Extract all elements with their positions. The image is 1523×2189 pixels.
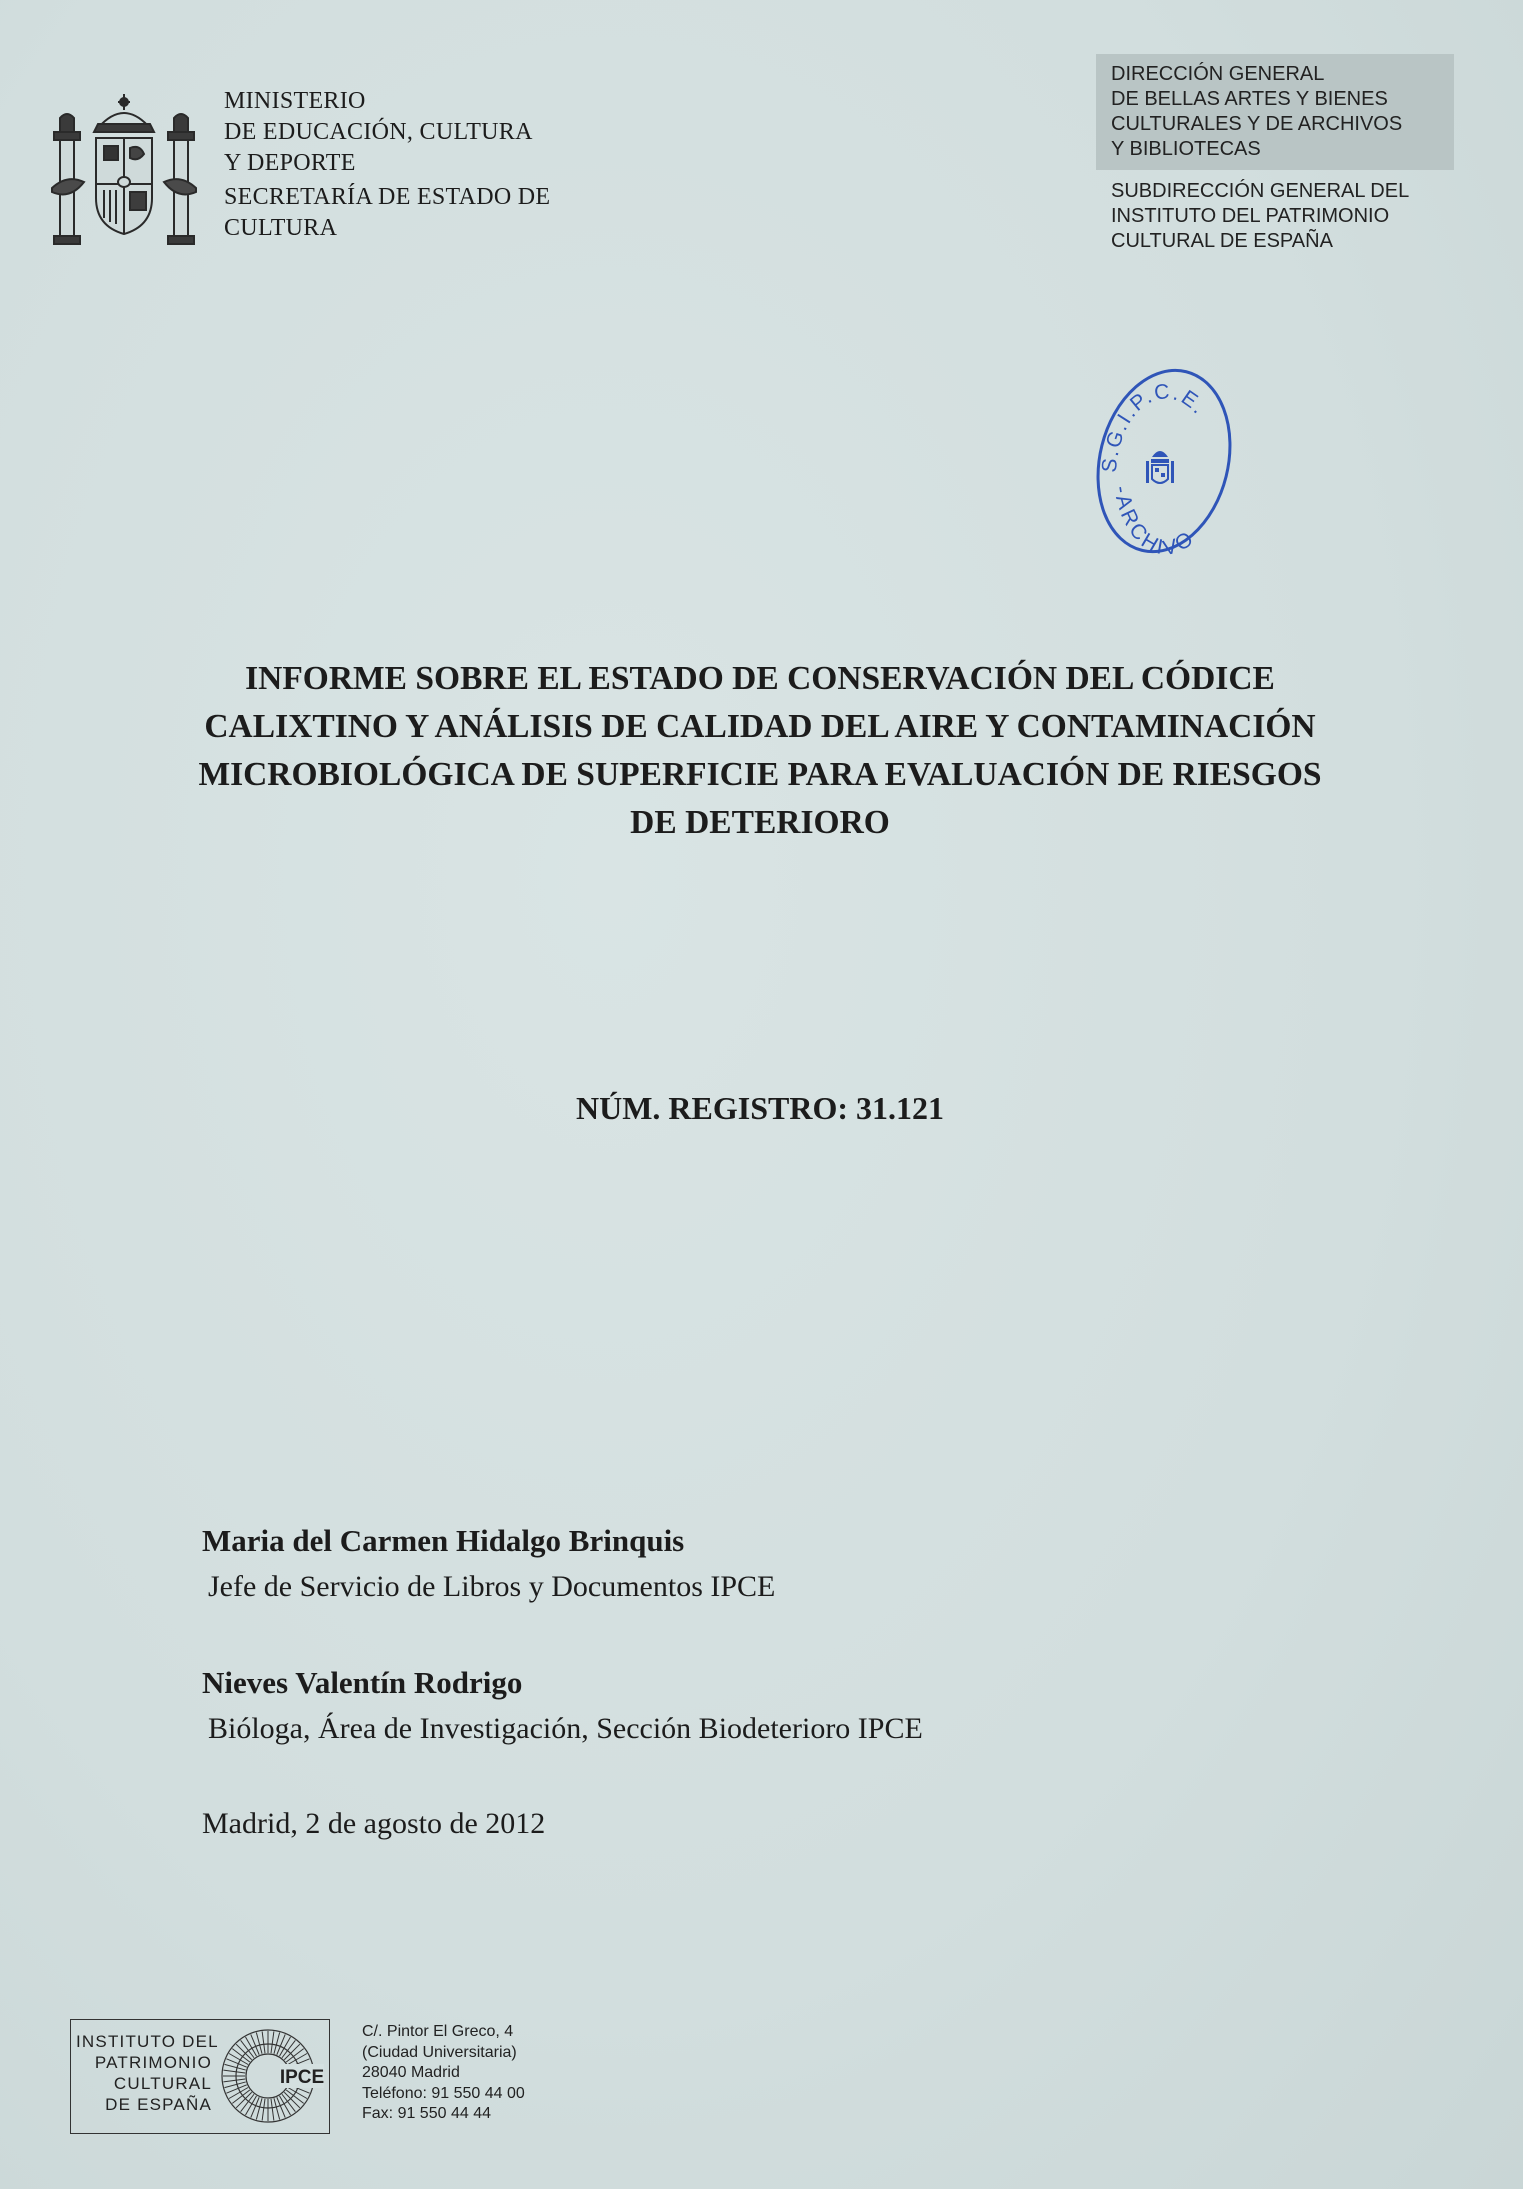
stamp-emblem-icon <box>1146 451 1174 483</box>
title-line: INFORME SOBRE EL ESTADO DE CONSERVACIÓN DEL CÓDICE <box>245 660 1275 697</box>
coat-of-arms-icon <box>50 88 198 248</box>
ipce-logo-text: IPCE <box>279 2067 324 2088</box>
direccion-line: CULTURALES Y DE ARCHIVOS <box>1111 113 1403 135</box>
address-line: (Ciudad Universitaria) <box>362 2043 517 2061</box>
author-name: Maria del Carmen Hidalgo Brinquis <box>202 1523 685 1558</box>
institute-line: CULTURAL <box>113 2074 212 2093</box>
stamp-bottom-text: -ARCHIVO- <box>1109 484 1207 559</box>
ministry-line: CULTURA <box>224 215 338 241</box>
subdireccion-line: SUBDIRECCIÓN GENERAL DEL <box>1111 180 1410 202</box>
stamp-top-text: S.G.I.P.C.E. <box>1097 380 1212 474</box>
institute-line: PATRIMONIO <box>94 2053 212 2072</box>
author-role: Bióloga, Área de Investigación, Sección Biodeterioro IPCE <box>208 1712 923 1745</box>
direccion-line: DE BELLAS ARTES Y BIENES <box>1111 88 1388 110</box>
institute-name <box>76 2031 219 2115</box>
subdireccion-heading <box>1111 179 1409 254</box>
address-line: C/. Pintor El Greco, 4 <box>362 2023 514 2040</box>
ipce-logo-icon <box>218 2024 324 2128</box>
ministry-heading <box>224 86 550 244</box>
ministry-line: SECRETARÍA DE ESTADO DE <box>224 184 551 210</box>
ministry-line: Y DEPORTE <box>224 150 356 176</box>
address-block <box>362 2022 525 2125</box>
registration-number: NÚM. REGISTRO: 31.121 <box>575 1090 944 1126</box>
place-date: Madrid, 2 de agosto de 2012 <box>202 1807 546 1840</box>
institute-line: INSTITUTO DEL <box>76 2032 219 2051</box>
direccion-line: DIRECCIÓN GENERAL <box>1111 63 1325 85</box>
title-line: DE DETERIORO <box>630 804 890 841</box>
report-title <box>140 655 1380 847</box>
title-line: CALIXTINO Y ANÁLISIS DE CALIDAD DEL AIRE Y CONTAMINACIÓN <box>204 708 1316 745</box>
ministry-line: MINISTERIO <box>224 88 366 114</box>
direccion-line: Y BIBLIOTECAS <box>1111 138 1261 160</box>
ministry-line: DE EDUCACIÓN, CULTURA <box>224 119 533 145</box>
author-name: Nieves Valentín Rodrigo <box>202 1665 523 1700</box>
subdireccion-line: INSTITUTO DEL PATRIMONIO <box>1111 205 1390 227</box>
direccion-heading <box>1111 62 1402 162</box>
address-line: 28040 Madrid <box>362 2064 460 2081</box>
archive-stamp <box>1094 363 1234 559</box>
author-role: Jefe de Servicio de Libros y Documentos IPCE <box>208 1570 776 1603</box>
address-line: Teléfono: 91 550 44 00 <box>362 2084 525 2102</box>
title-line: MICROBIOLÓGICA DE SUPERFICIE PARA EVALUACIÓN DE RIESGOS <box>198 756 1322 793</box>
institute-line: DE ESPAÑA <box>105 2095 212 2114</box>
subdireccion-line: CULTURAL DE ESPAÑA <box>1111 230 1333 252</box>
address-line: Fax: 91 550 44 44 <box>362 2105 491 2122</box>
